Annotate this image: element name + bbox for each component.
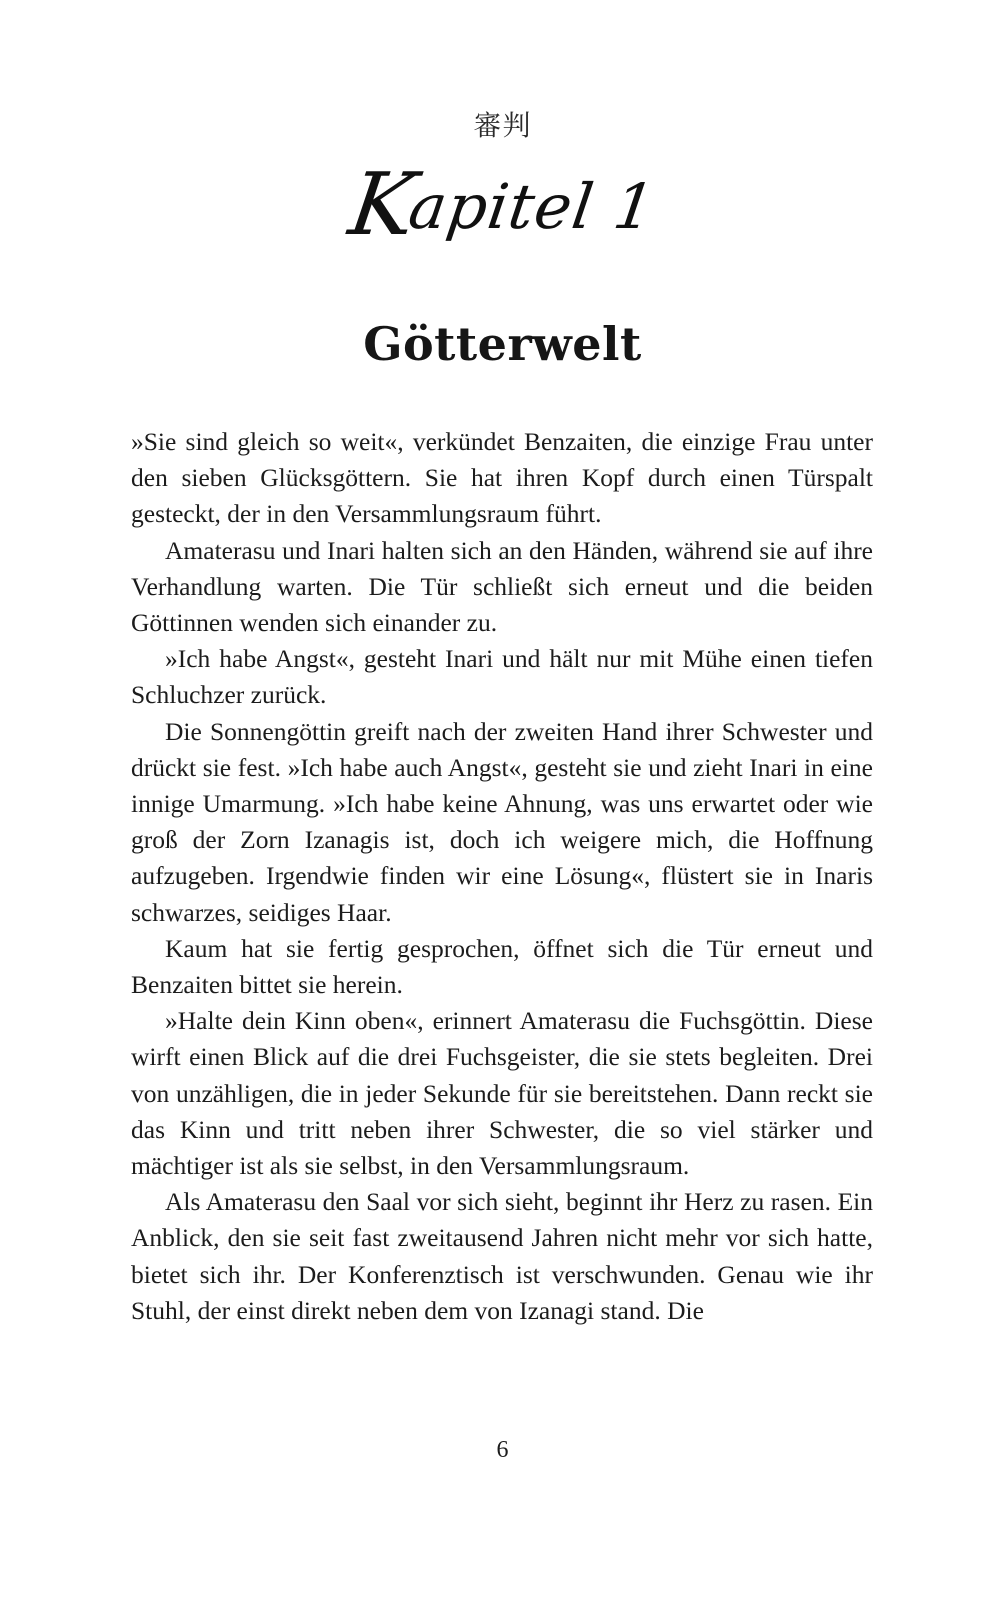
paragraph: Amaterasu und Inari halten sich an den Händen, während sie auf ihre Verhandlung warten. Die Tür schließt sich erneut und die beiden Göttinnen wenden sich einander zu.: [131, 535, 873, 638]
chapter-script-swash-initial: K: [343, 155, 423, 255]
paragraph: »Halte dein Kinn oben«, erinnert Amaterasu die Fuchsgöttin. Diese wirft einen Blick auf die drei Fuchsgeister, die sie stets begleiten. Drei von unzähligen, die in jeder Sekunde für sie bereitstehen. Dann reckt sie das Kinn und tritt neben ihrer Schwester, die so viel stärker und mächtiger ist als sie selbst, in den Versammlungsraum.: [131, 1006, 873, 1181]
paragraph: »Sie sind gleich so weit«, verkündet Benzaiten, die einzige Frau unter den sieben Glücksgöttern. Sie hat ihren Kopf durch einen Türspalt gesteckt, der in den Versammlungsraum führt.: [131, 427, 873, 529]
paragraph: »Ich habe Angst«, gesteht Inari und hält nur mit Mühe einen tiefen Schluchzer zurück.: [131, 644, 873, 710]
paragraph: Kaum hat sie fertig gesprochen, öffnet sich die Tür erneut und Benzaiten bittet sie herein.: [131, 933, 873, 1000]
chapter-script-rest: apitel 1: [404, 170, 660, 243]
body-text: [131, 424, 873, 1329]
page-number: 6: [496, 1437, 509, 1463]
chapter-number-script: [0, 155, 1005, 255]
paragraph: Als Amaterasu den Saal vor sich sieht, beginnt ihr Herz zu rasen. Ein Anblick, den sie seit fast zweitausend Jahren nicht mehr vor sich hatte, bietet sich ihr. Der Konferenztisch ist verschwunden. Genau wie ihr Stuhl, der einst direkt neben dem von Izanagi stand. Die: [131, 1187, 873, 1325]
running-head-kanji: 審判: [473, 109, 532, 142]
paragraph: Die Sonnengöttin greift nach der zweiten Hand ihrer Schwester und drückt sie fest. »Ich habe auch Angst«, gesteht sie und zieht Inari in eine innige Umarmung. »Ich habe keine Ahnung, was uns erwartet oder wie groß der Zorn Izanagis ist, doch ich weigere mich, die Hoffnung aufzugeben. Irgendwie finden wir eine Lösung«, flüstert sie in Inaris schwarzes, seidiges Haar.: [131, 716, 873, 927]
chapter-title: Götterwelt: [363, 316, 642, 371]
